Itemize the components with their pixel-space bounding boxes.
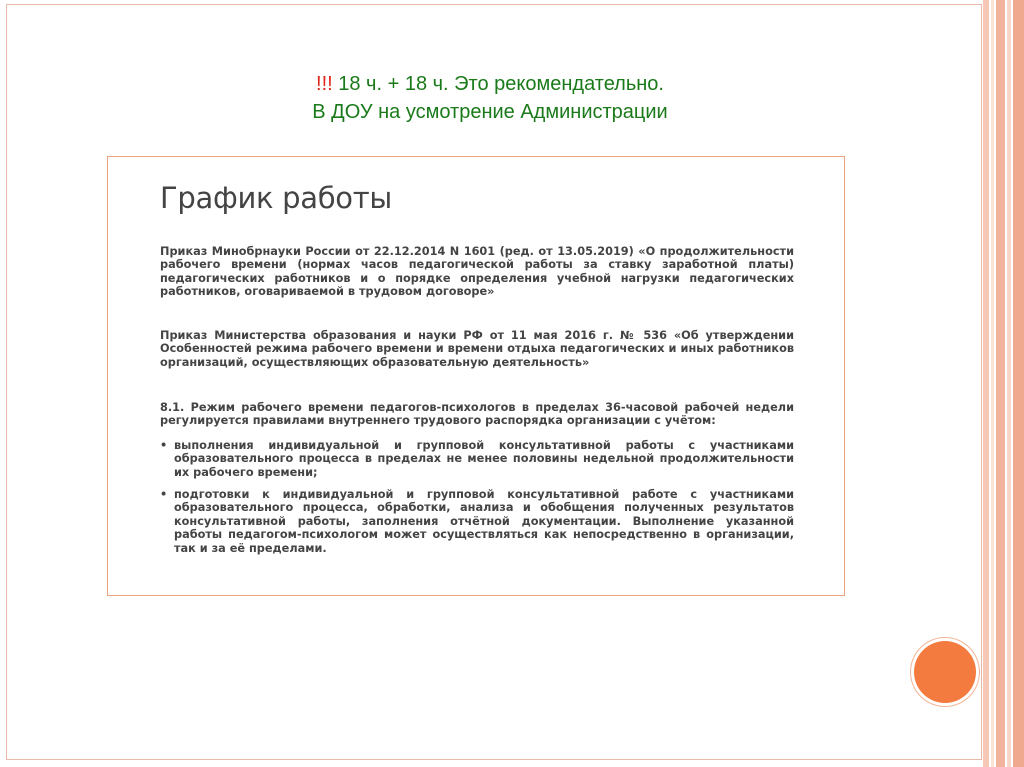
document-image [107, 156, 845, 596]
exclamation-mark: !!! [316, 73, 333, 95]
list-item: • подготовки к индивидуальной и групповой консультативной работе с участниками образовательного процесса, обработки, анализа и обобщения полученных результатов консультативной работы, заполнения отчётной документации. Выполнение указанной работы педагогом-психологом может осуществляться как непосредственно в организации, так и за её пределами. [160, 488, 794, 555]
heading-line-1-text: 18 ч. + 18 ч. Это рекомендательно. [338, 73, 664, 95]
bullet-list [160, 439, 794, 479]
heading-line-1 [190, 70, 790, 98]
list-item: • выполнения индивидуальной и групповой консультативной работы с участниками образовательного процесса в пределах не менее половины недельной продолжительности их рабочего времени; [160, 439, 794, 479]
decor-stripe [983, 0, 989, 767]
document-paragraph: 8.1. Режим рабочего времени педагогов-психологов в пределах 36-часовой рабочей недели регулируется правилами внутреннего трудового распорядка организации с учётом: [160, 401, 794, 428]
decor-stripe [991, 0, 994, 767]
slide-heading [190, 70, 790, 126]
heading-line-2: В ДОУ на усмотрение Администрации [312, 101, 668, 123]
document-title: График работы [160, 181, 392, 215]
bullet-list [160, 488, 794, 555]
decor-stripe [1013, 0, 1024, 767]
document-paragraph: Приказ Министерства образования и науки РФ от 11 мая 2016 г. № 536 «Об утверждении Особенностей режима рабочего времени и времени отдыха педагогических и иных работников организаций, осуществляющих образовательную деятельность» [160, 329, 794, 369]
decor-stripe [996, 0, 1005, 767]
document-paragraph: Приказ Минобрнауки России от 22.12.2014 N 1601 (ред. от 13.05.2019) «О продолжительности рабочего времени (нормах часов педагогической работы за ставку заработной платы) педагогических работников и о порядке определения учебной нагрузки педагогических работников, оговариваемой в трудовом договоре» [160, 245, 794, 299]
decorative-circle [914, 641, 976, 703]
decor-stripe [1007, 0, 1011, 767]
